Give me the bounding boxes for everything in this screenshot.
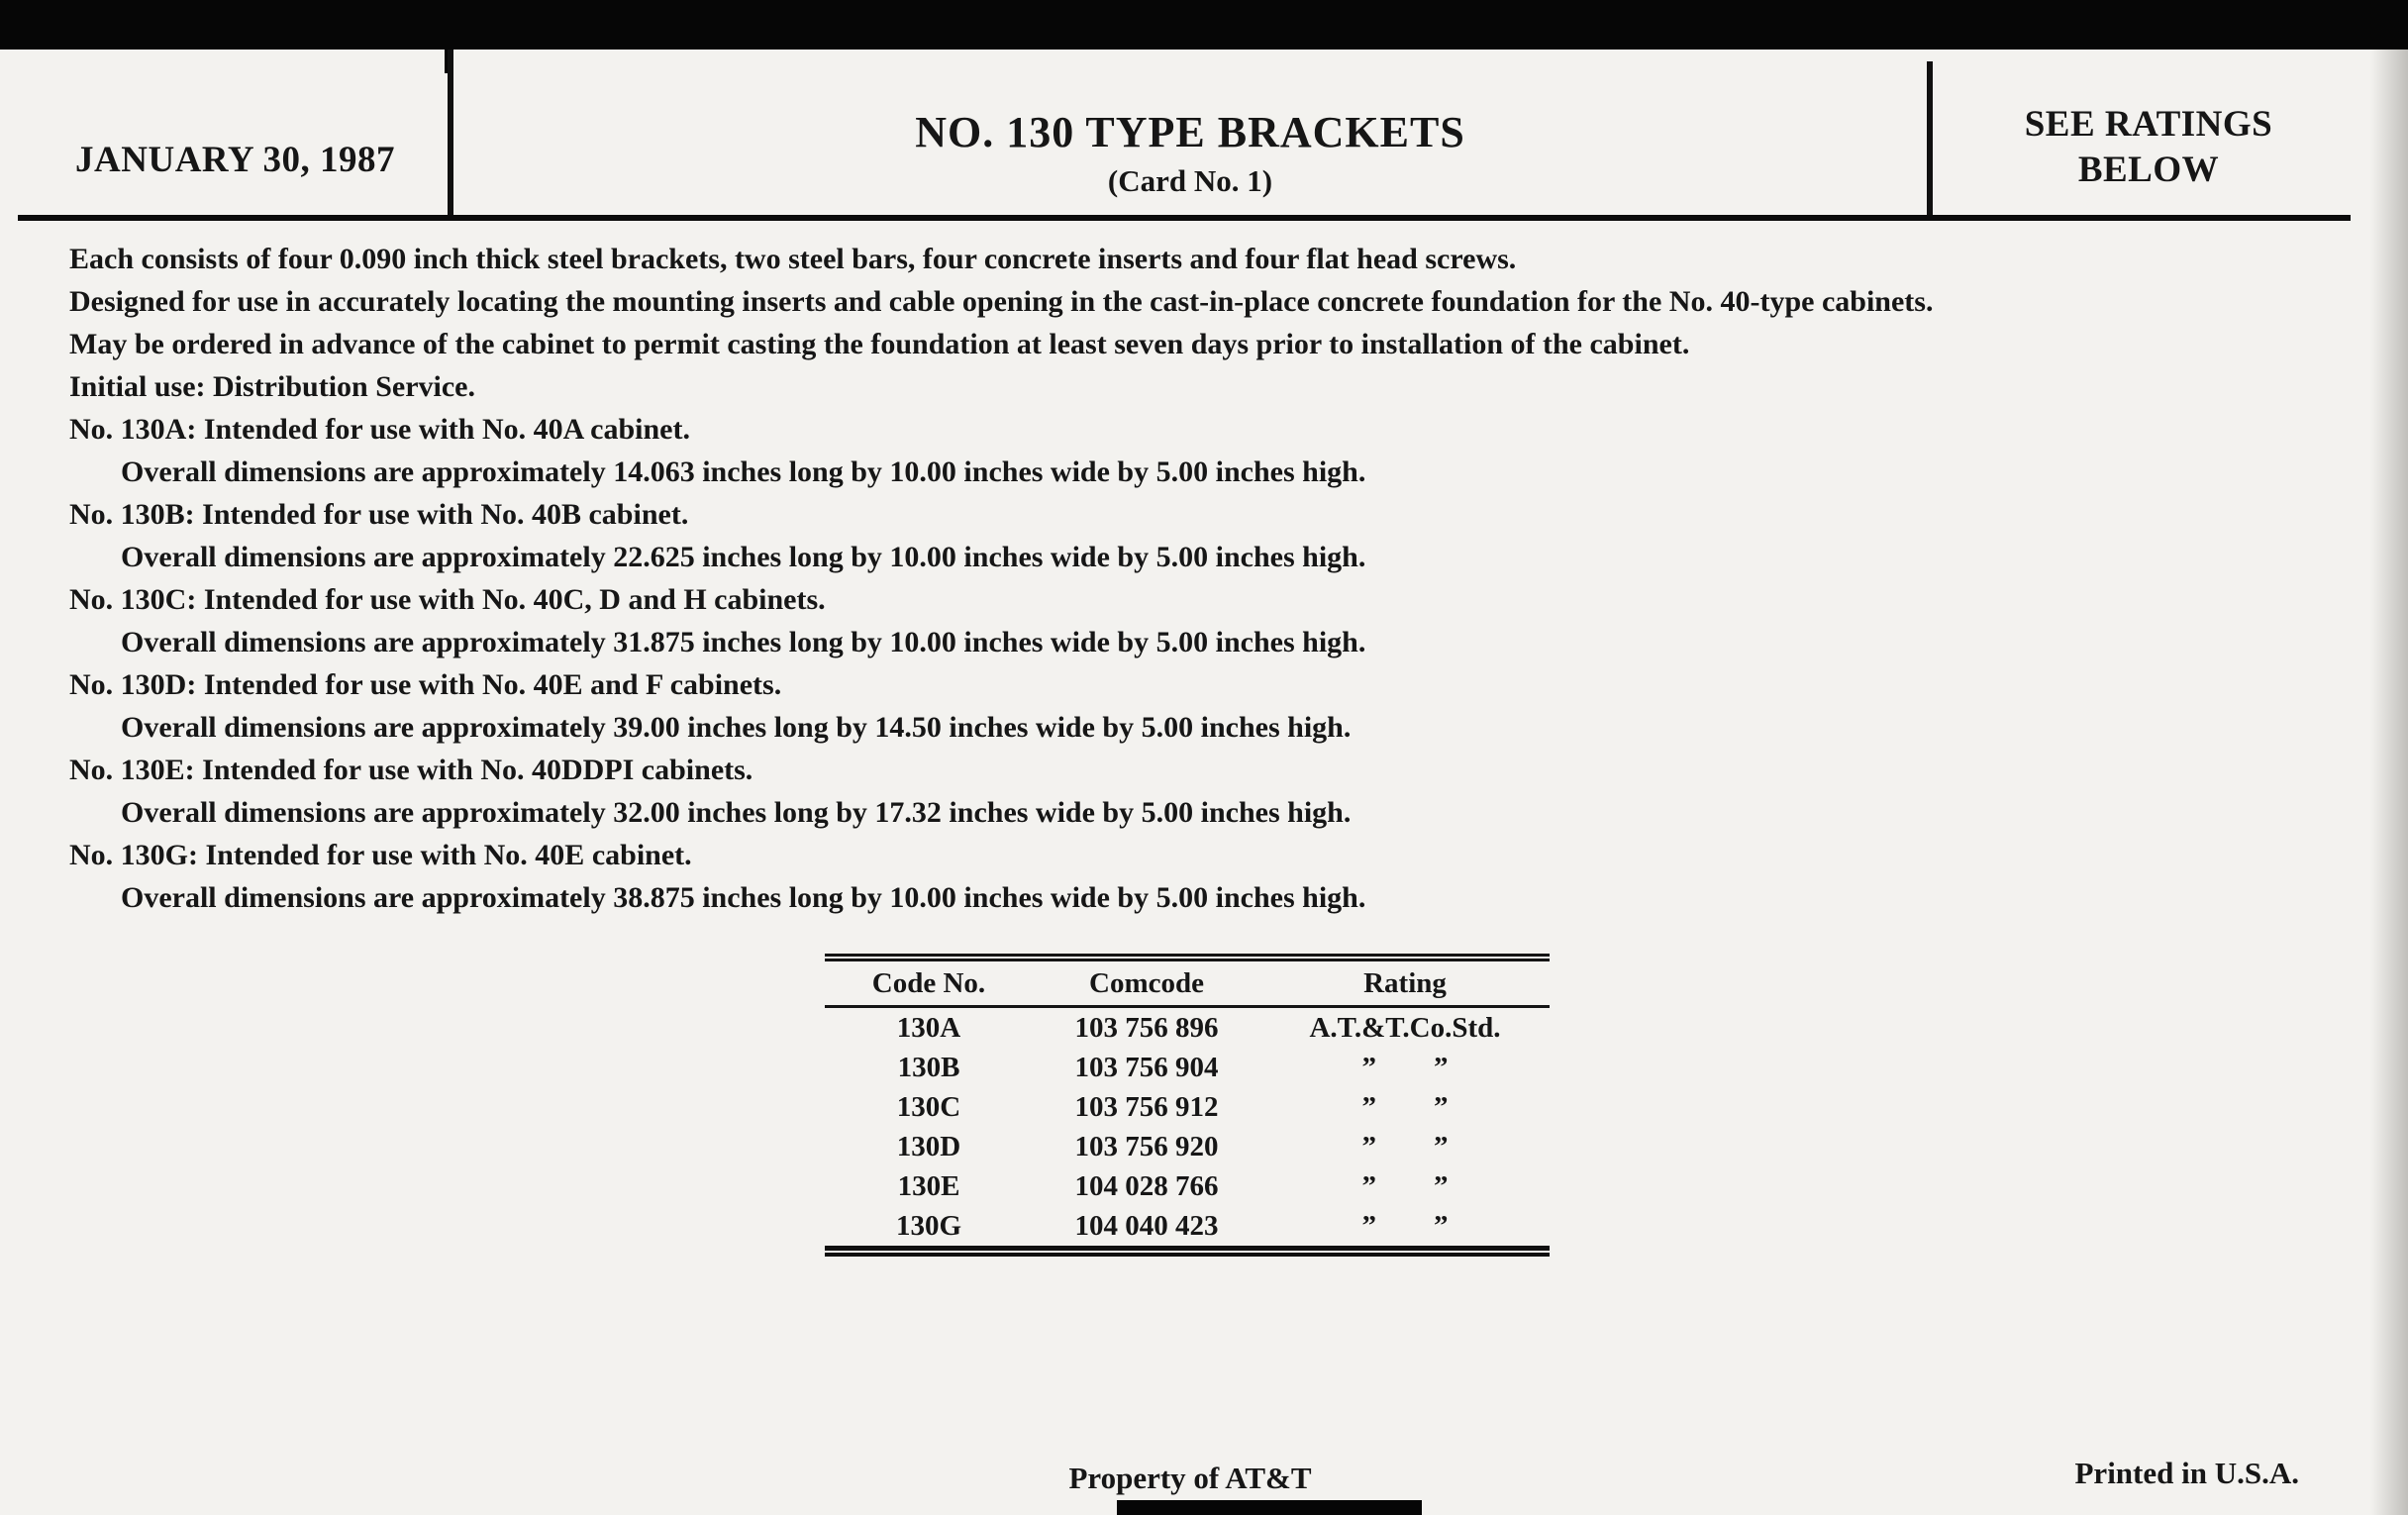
table-col-header-comcode: Comcode	[1089, 966, 1204, 999]
header-divider-right	[1927, 61, 1933, 220]
description-line: No. 130B: Intended for use with No. 40B cabinet.	[69, 498, 689, 531]
description-line: No. 130A: Intended for use with No. 40A cabinet.	[69, 413, 690, 446]
description-line: Overall dimensions are approximately 38.875 inches long by 10.00 inches wide by 5.00 inches high.	[121, 881, 1366, 914]
cell-rating: ” ”	[1361, 1130, 1449, 1162]
cell-code: 130A	[896, 1011, 961, 1044]
card-title: NO. 130 TYPE BRACKETS	[915, 108, 1465, 156]
cell-rating: ” ”	[1361, 1209, 1449, 1242]
table-row	[825, 1008, 1550, 1048]
description-line: Initial use: Distribution Service.	[69, 370, 475, 403]
cell-code: 130C	[896, 1090, 961, 1123]
ratings-note-line1: SEE RATINGS	[2024, 104, 2273, 145]
description-line: Designed for use in accurately locating the mounting inserts and cable opening in the cast-in-place concrete foundation for the No. 40-type cabinets.	[69, 285, 1934, 318]
cell-code: 130G	[895, 1209, 962, 1242]
description-line: Each consists of four 0.090 inch thick steel brackets, two steel bars, four concrete inserts and four flat head screws.	[69, 243, 1517, 275]
table-row	[825, 1166, 1550, 1206]
scan-right-edge	[2370, 50, 2408, 1515]
cell-comcode: 103 756 904	[1074, 1051, 1219, 1083]
cell-rating: ” ”	[1361, 1090, 1449, 1123]
cell-code: 130D	[896, 1130, 961, 1162]
cell-code: 130B	[897, 1051, 960, 1083]
table-rule-bottom	[825, 1246, 1550, 1257]
header-rule	[18, 215, 2351, 221]
cell-rating: ” ”	[1361, 1051, 1449, 1083]
description-line: No. 130G: Intended for use with No. 40E cabinet.	[69, 839, 692, 871]
cell-code: 130E	[897, 1169, 960, 1202]
table-row	[825, 1087, 1550, 1127]
table-col-header-rating: Rating	[1363, 966, 1447, 999]
table-header-row	[825, 961, 1550, 1005]
description-block	[69, 238, 2386, 919]
cell-rating: ” ”	[1361, 1169, 1449, 1202]
description-line: No. 130E: Intended for use with No. 40DDPI cabinets.	[69, 754, 753, 786]
table-row	[825, 1206, 1550, 1246]
card-subtitle: (Card No. 1)	[1107, 163, 1273, 198]
cell-comcode: 103 756 912	[1074, 1090, 1219, 1123]
description-line: No. 130C: Intended for use with No. 40C, D and H cabinets.	[69, 583, 826, 616]
cell-comcode: 103 756 920	[1074, 1130, 1219, 1162]
ratings-note-line2: BELOW	[2077, 150, 2220, 190]
description-line: Overall dimensions are approximately 31.875 inches long by 10.00 inches wide by 5.00 inches high.	[121, 626, 1366, 658]
cell-rating: A.T.&T.Co.Std.	[1309, 1011, 1501, 1044]
title-block	[453, 107, 1927, 199]
description-line: Overall dimensions are approximately 39.00 inches long by 14.50 inches wide by 5.00 inches high.	[121, 711, 1352, 744]
table-col-header-code: Code No.	[871, 966, 986, 999]
scan-top-edge	[0, 0, 2408, 50]
description-line: No. 130D: Intended for use with No. 40E and F cabinets.	[69, 668, 782, 701]
card-date: JANUARY 30, 1987	[75, 140, 395, 180]
cell-comcode: 104 028 766	[1074, 1169, 1219, 1202]
ratings-note	[1936, 102, 2361, 193]
cell-comcode: 103 756 896	[1074, 1011, 1219, 1044]
scan-bottom-edge	[1117, 1500, 1422, 1515]
cell-comcode: 104 040 423	[1074, 1209, 1219, 1242]
description-line: Overall dimensions are approximately 22.625 inches long by 10.00 inches wide by 5.00 inches high.	[121, 541, 1366, 573]
property-notice: Property of AT&T	[1068, 1461, 1312, 1495]
printed-notice: Printed in U.S.A.	[2074, 1456, 2299, 1490]
description-line: Overall dimensions are approximately 32.00 inches long by 17.32 inches wide by 5.00 inches high.	[121, 796, 1352, 829]
description-line: May be ordered in advance of the cabinet to permit casting the foundation at least seven days prior to installation of the cabinet.	[69, 328, 1690, 360]
table-rule-top	[825, 954, 1550, 961]
ratings-table	[825, 954, 1550, 1257]
description-line: Overall dimensions are approximately 14.063 inches long by 10.00 inches wide by 5.00 inches high.	[121, 455, 1366, 488]
table-row	[825, 1127, 1550, 1166]
table-row	[825, 1048, 1550, 1087]
